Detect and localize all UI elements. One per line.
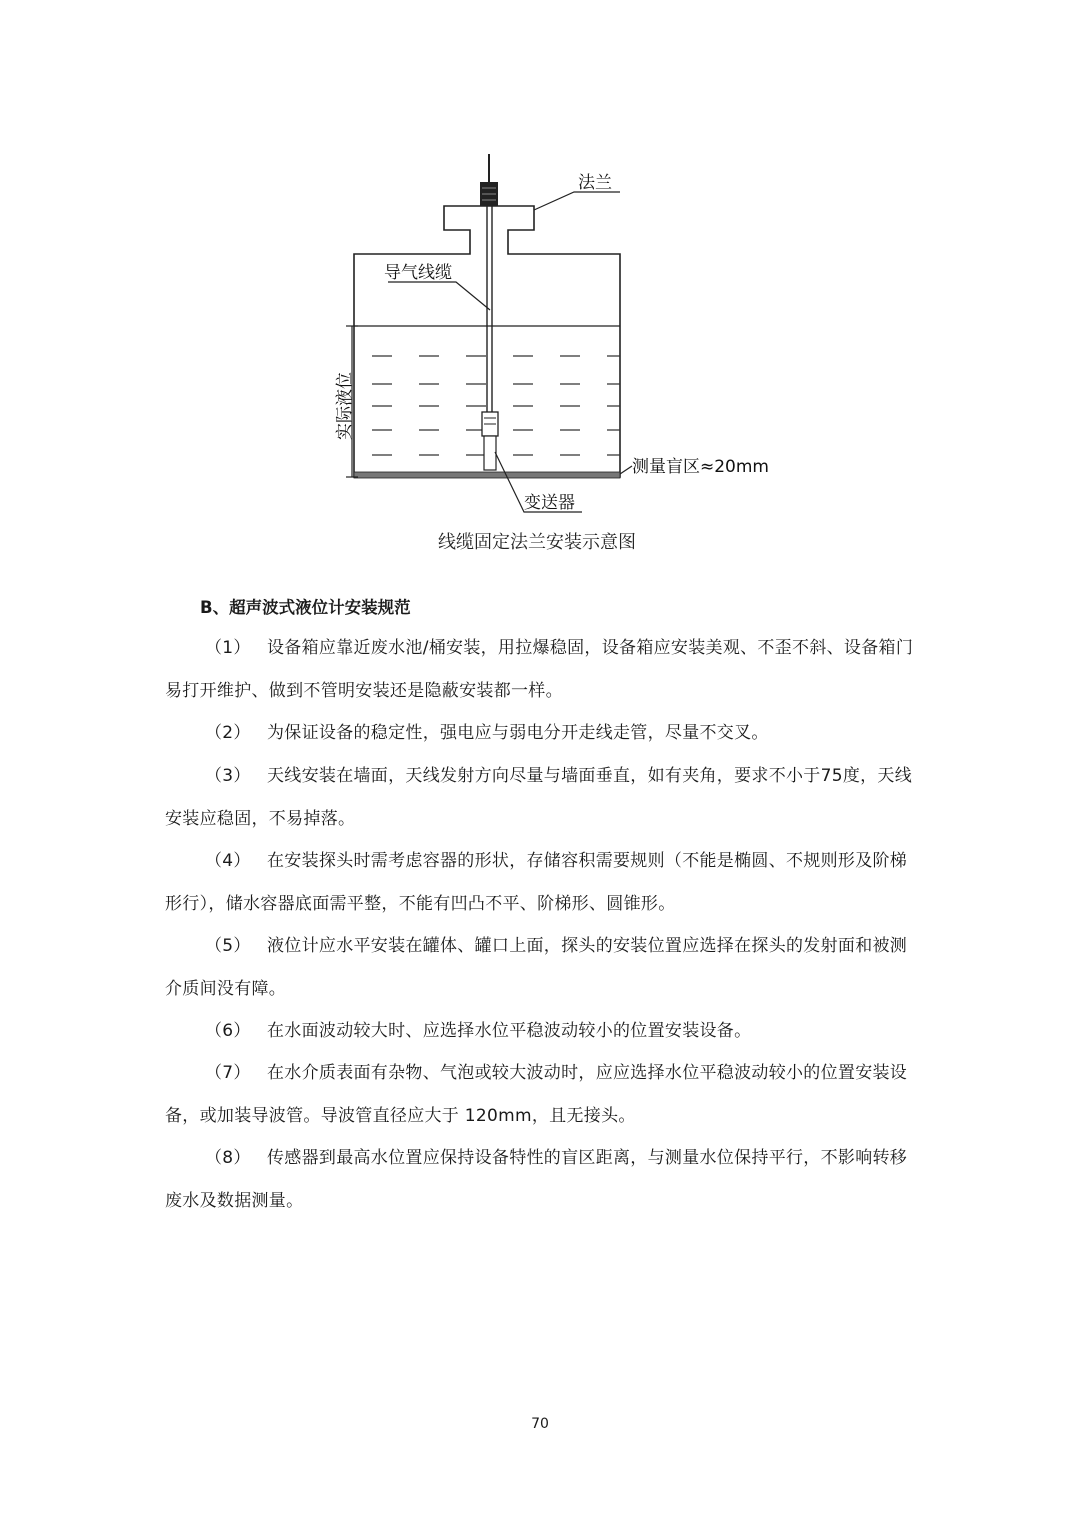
paragraph-6 — [165, 1010, 923, 1053]
label-flange: 法兰 — [578, 173, 612, 193]
paragraph-num: （7） — [205, 1063, 251, 1083]
blind-zone-leader — [620, 466, 632, 474]
label-blind-zone: 测量盲区≈20mm — [632, 457, 769, 477]
cable-leader — [388, 282, 490, 310]
paragraph-5 — [165, 925, 923, 1011]
paragraph-3 — [165, 755, 923, 841]
paragraph-num: （5） — [205, 936, 251, 956]
paragraph-text: 在水介质表面有杂物、气泡或较大波动时，应应选择水位平稳波动较小的位置安装设备，或加装导波管。导波管直径应大于 120mm，且无接头。 — [165, 1063, 908, 1126]
paragraph-text: 在水面波动较大时、应选择水位平稳波动较小的位置安装设备。 — [267, 1021, 752, 1041]
flange-leader — [534, 192, 620, 210]
paragraph-num: （1） — [205, 638, 251, 658]
label-cable: 导气线缆 — [384, 263, 452, 283]
paragraph-text: 设备箱应靠近废水池/桶安装，用拉爆稳固，设备箱应安装美观、不歪不斜、设备箱门易打开维护、做到不管明安装还是隐蔽安装都一样。 — [165, 638, 914, 701]
label-transmitter: 变送器 — [524, 493, 575, 513]
label-level: 实际液位 — [335, 372, 355, 440]
paragraph-text: 为保证设备的稳定性，强电应与弱电分开走线走管，尽量不交叉。 — [267, 723, 769, 743]
paragraph-num: （4） — [205, 851, 251, 871]
flange-installation-diagram — [320, 150, 790, 560]
paragraph-text: 在安装探头时需考虑容器的形状，存储容积需要规则（不能是椭圆、不规则形及阶梯形行），储水容器底面需平整，不能有凹凸不平、阶梯形、圆锥形。 — [165, 851, 908, 914]
paragraph-4 — [165, 840, 923, 926]
paragraph-num: （8） — [205, 1148, 251, 1168]
paragraph-text: 天线安装在墙面，天线发射方向尽量与墙面垂直，如有夹角，要求不小于75度，天线安装应稳固，不易掉落。 — [165, 766, 913, 829]
tank-bottom — [354, 472, 620, 478]
paragraph-7 — [165, 1052, 923, 1138]
diagram-caption: 线缆固定法兰安装示意图 — [438, 532, 636, 553]
paragraph-1 — [165, 627, 923, 713]
paragraph-text: 传感器到最高水位置应保持设备特性的盲区距离，与测量水位保持平行，不影响转移废水及数据测量。 — [165, 1148, 908, 1211]
paragraph-2 — [165, 712, 923, 755]
page-number: 70 — [531, 1416, 549, 1432]
paragraph-num: （6） — [205, 1021, 251, 1041]
paragraph-num: （3） — [205, 766, 251, 786]
paragraph-text: 液位计应水平安装在罐体、罐口上面，探头的安装位置应选择在探头的发射面和被测介质间没有障。 — [165, 936, 908, 999]
section-title: B、超声波式液位计安装规范 — [200, 598, 411, 617]
paragraph-num: （2） — [205, 723, 251, 743]
paragraph-8 — [165, 1137, 923, 1223]
